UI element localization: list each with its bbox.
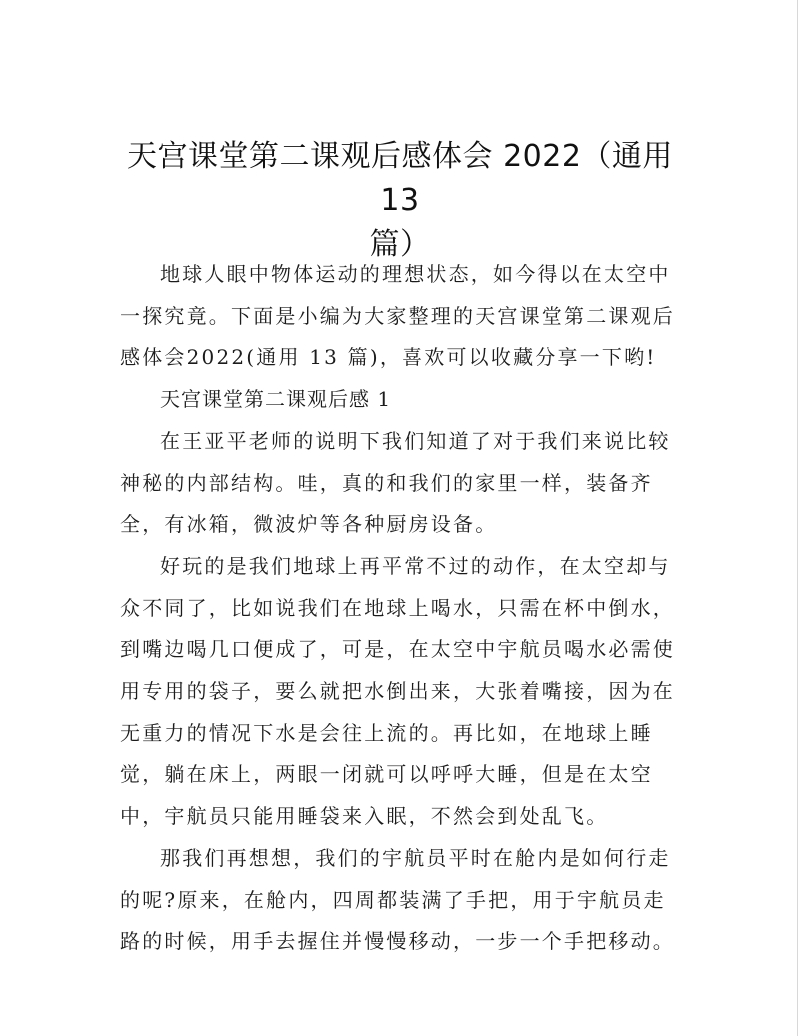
section-heading: 天宫课堂第二课观后感 1: [160, 387, 392, 412]
title-line-1: 天宫课堂第二课观后感体会 2022（通用 13: [127, 139, 673, 218]
body-paragraph: 那我们再想想，我们的宇航员平时在舱内是如何行走的呢?原来，在舱内，四周都装满了手把，用于宇航员走路的时候，用手去握住并慢慢移动，一步一个手把移动。: [120, 845, 675, 954]
document-title: [120, 135, 680, 267]
intro-paragraph: 地球人眼中物体运动的理想状态，如今得以在太空中一探究竟。下面是小编为大家整理的天宫课堂第二课观后感体会2022(通用 13 篇)，喜欢可以收藏分享一下哟!: [120, 262, 675, 370]
page-edge-divider: [797, 0, 798, 1036]
title-line-2: 篇）: [369, 227, 431, 262]
document-body: [120, 254, 685, 963]
body-paragraph: 在王亚平老师的说明下我们知道了对于我们来说比较神秘的内部结构。哇，真的和我们的家里一样，装备齐全，有冰箱，微波炉等各种厨房设备。: [120, 428, 671, 537]
body-paragraph: 好玩的是我们地球上再平常不过的动作，在太空却与众不同了，比如说我们在地球上喝水，只需在杯中倒水，到嘴边喝几口便成了，可是，在太空中宇航员喝水必需使用专用的袋子，要么就把水倒出来，大张着嘴接，因为在无重力的情况下水是会往上流的。再比如，在地球上睡觉，躺在床上，两眼一闭就可以呼呼大睡，但是在太空中，宇航员只能用睡袋来入眠，不然会到处乱飞。: [120, 553, 675, 829]
